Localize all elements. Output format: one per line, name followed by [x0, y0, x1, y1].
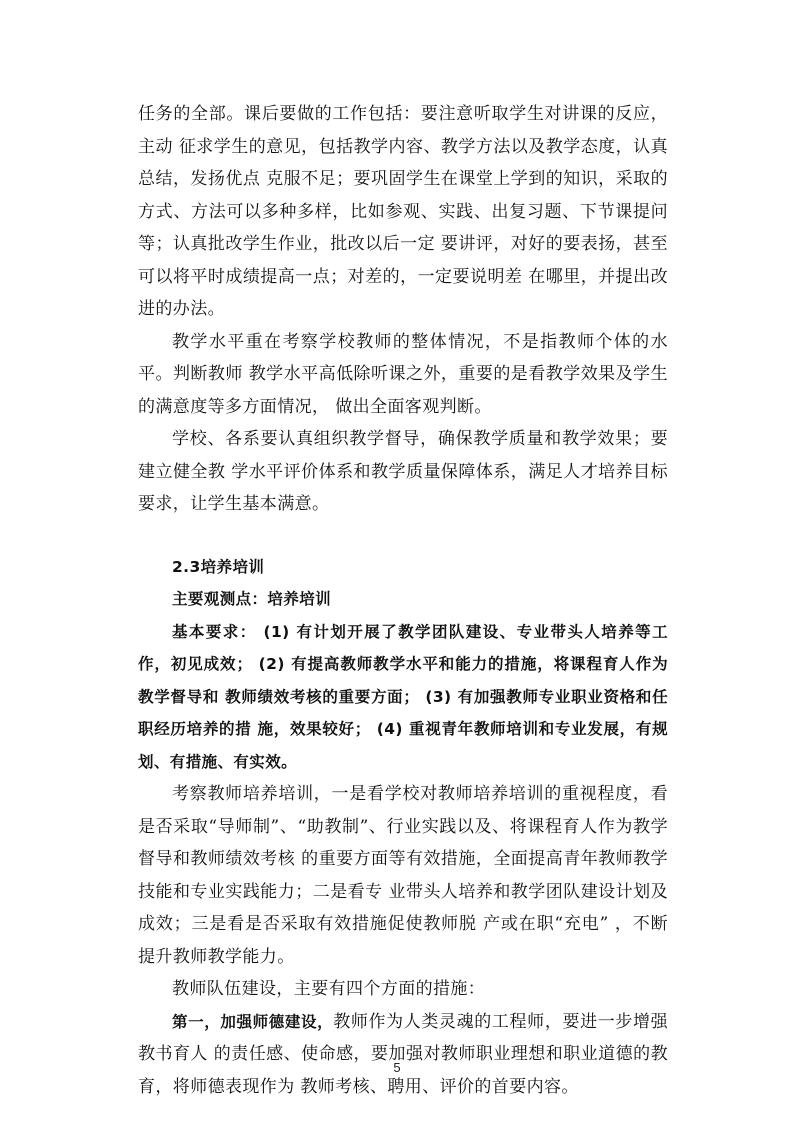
first-measure-text: 教师作为人类灵魂的工程师，要进一步增强教书育人 的责任感、使命感，要加强对教师职业理想和职业道德的教育，将师德表现作为 教师考核、聘用、评价的首要内容。 [138, 1011, 668, 1097]
paragraph-training-review: 考察教师培养培训，一是看学校对教师培养培训的重视程度，看是否采取“导师制”、“助教制”、行业实践以及、将课程育人作为教学督导和教师绩效考核 的重要方面等有效措施，全面提高青年教师教学技能和专业实践能力；二是看专 业带头人培养和教学团队建设计划及成效；三是看是否采取有效措施促使教师脱 产或在职“充电” ，不断提升教师教学能力。 [138, 784, 668, 967]
paragraph-four-measures: 教师队伍建设，主要有四个方面的措施： [172, 979, 486, 999]
observation-point: 主要观测点：培养培训 [172, 590, 332, 608]
page-number: 5 [393, 1060, 401, 1075]
requirements-text: (1) 有计划开展了教学团队建设、专业带头人培养等工作，初见成效； (2) 有提高教师教学水平和能力的措施，将课程育人作为教学督导和 教师绩效考核的重要方面； (3) 有加强教师专业职业资格和任职经历培养的措 施，效果较好； (4) 重视青年教师培训和专业发展，有规划、有措施、有实效。 [138, 622, 668, 771]
requirements-label: 基本要求： [172, 622, 257, 641]
paragraph-teaching-supervision: 学校、各系要认真组织教学督导，确保教学质量和教学效果；要建立健全教 学水平评价体系和教学质量保障体系，满足人才培养目标要求，让学生基本满意。 [138, 429, 668, 514]
paragraph-after-class-work: 任务的全部。课后要做的工作包括：要注意听取学生对讲课的反应，主动 征求学生的意见，包括教学内容、教学方法以及教学态度，认真总结，发扬优点 克服不足；要巩固学生在课堂上学到的知识，采取的方式、方法可以多种多样，比如参观、实践、出复习题、下节课提问等；认真批改学生作业，批改以后一定 要讲评，对好的要表扬，甚至可以将平时成绩提高一点；对差的，一定要说明差 在哪里，并提出改进的办法。 [138, 104, 668, 319]
paragraph-first-measure [138, 1006, 668, 1104]
first-measure-lead: 第一，加强师德建设， [172, 1012, 334, 1031]
section-heading: 2.3培养培训 [172, 557, 265, 576]
paragraph-teaching-level: 教学水平重在考察学校教师的整体情况，不是指教师个体的水平。判断教师 教学水平高低除听课之外，重要的是看教学效果及学生的满意度等多方面情况， 做出全面客观判断。 [138, 331, 668, 417]
basic-requirements [138, 616, 668, 779]
page-body [138, 98, 668, 1103]
